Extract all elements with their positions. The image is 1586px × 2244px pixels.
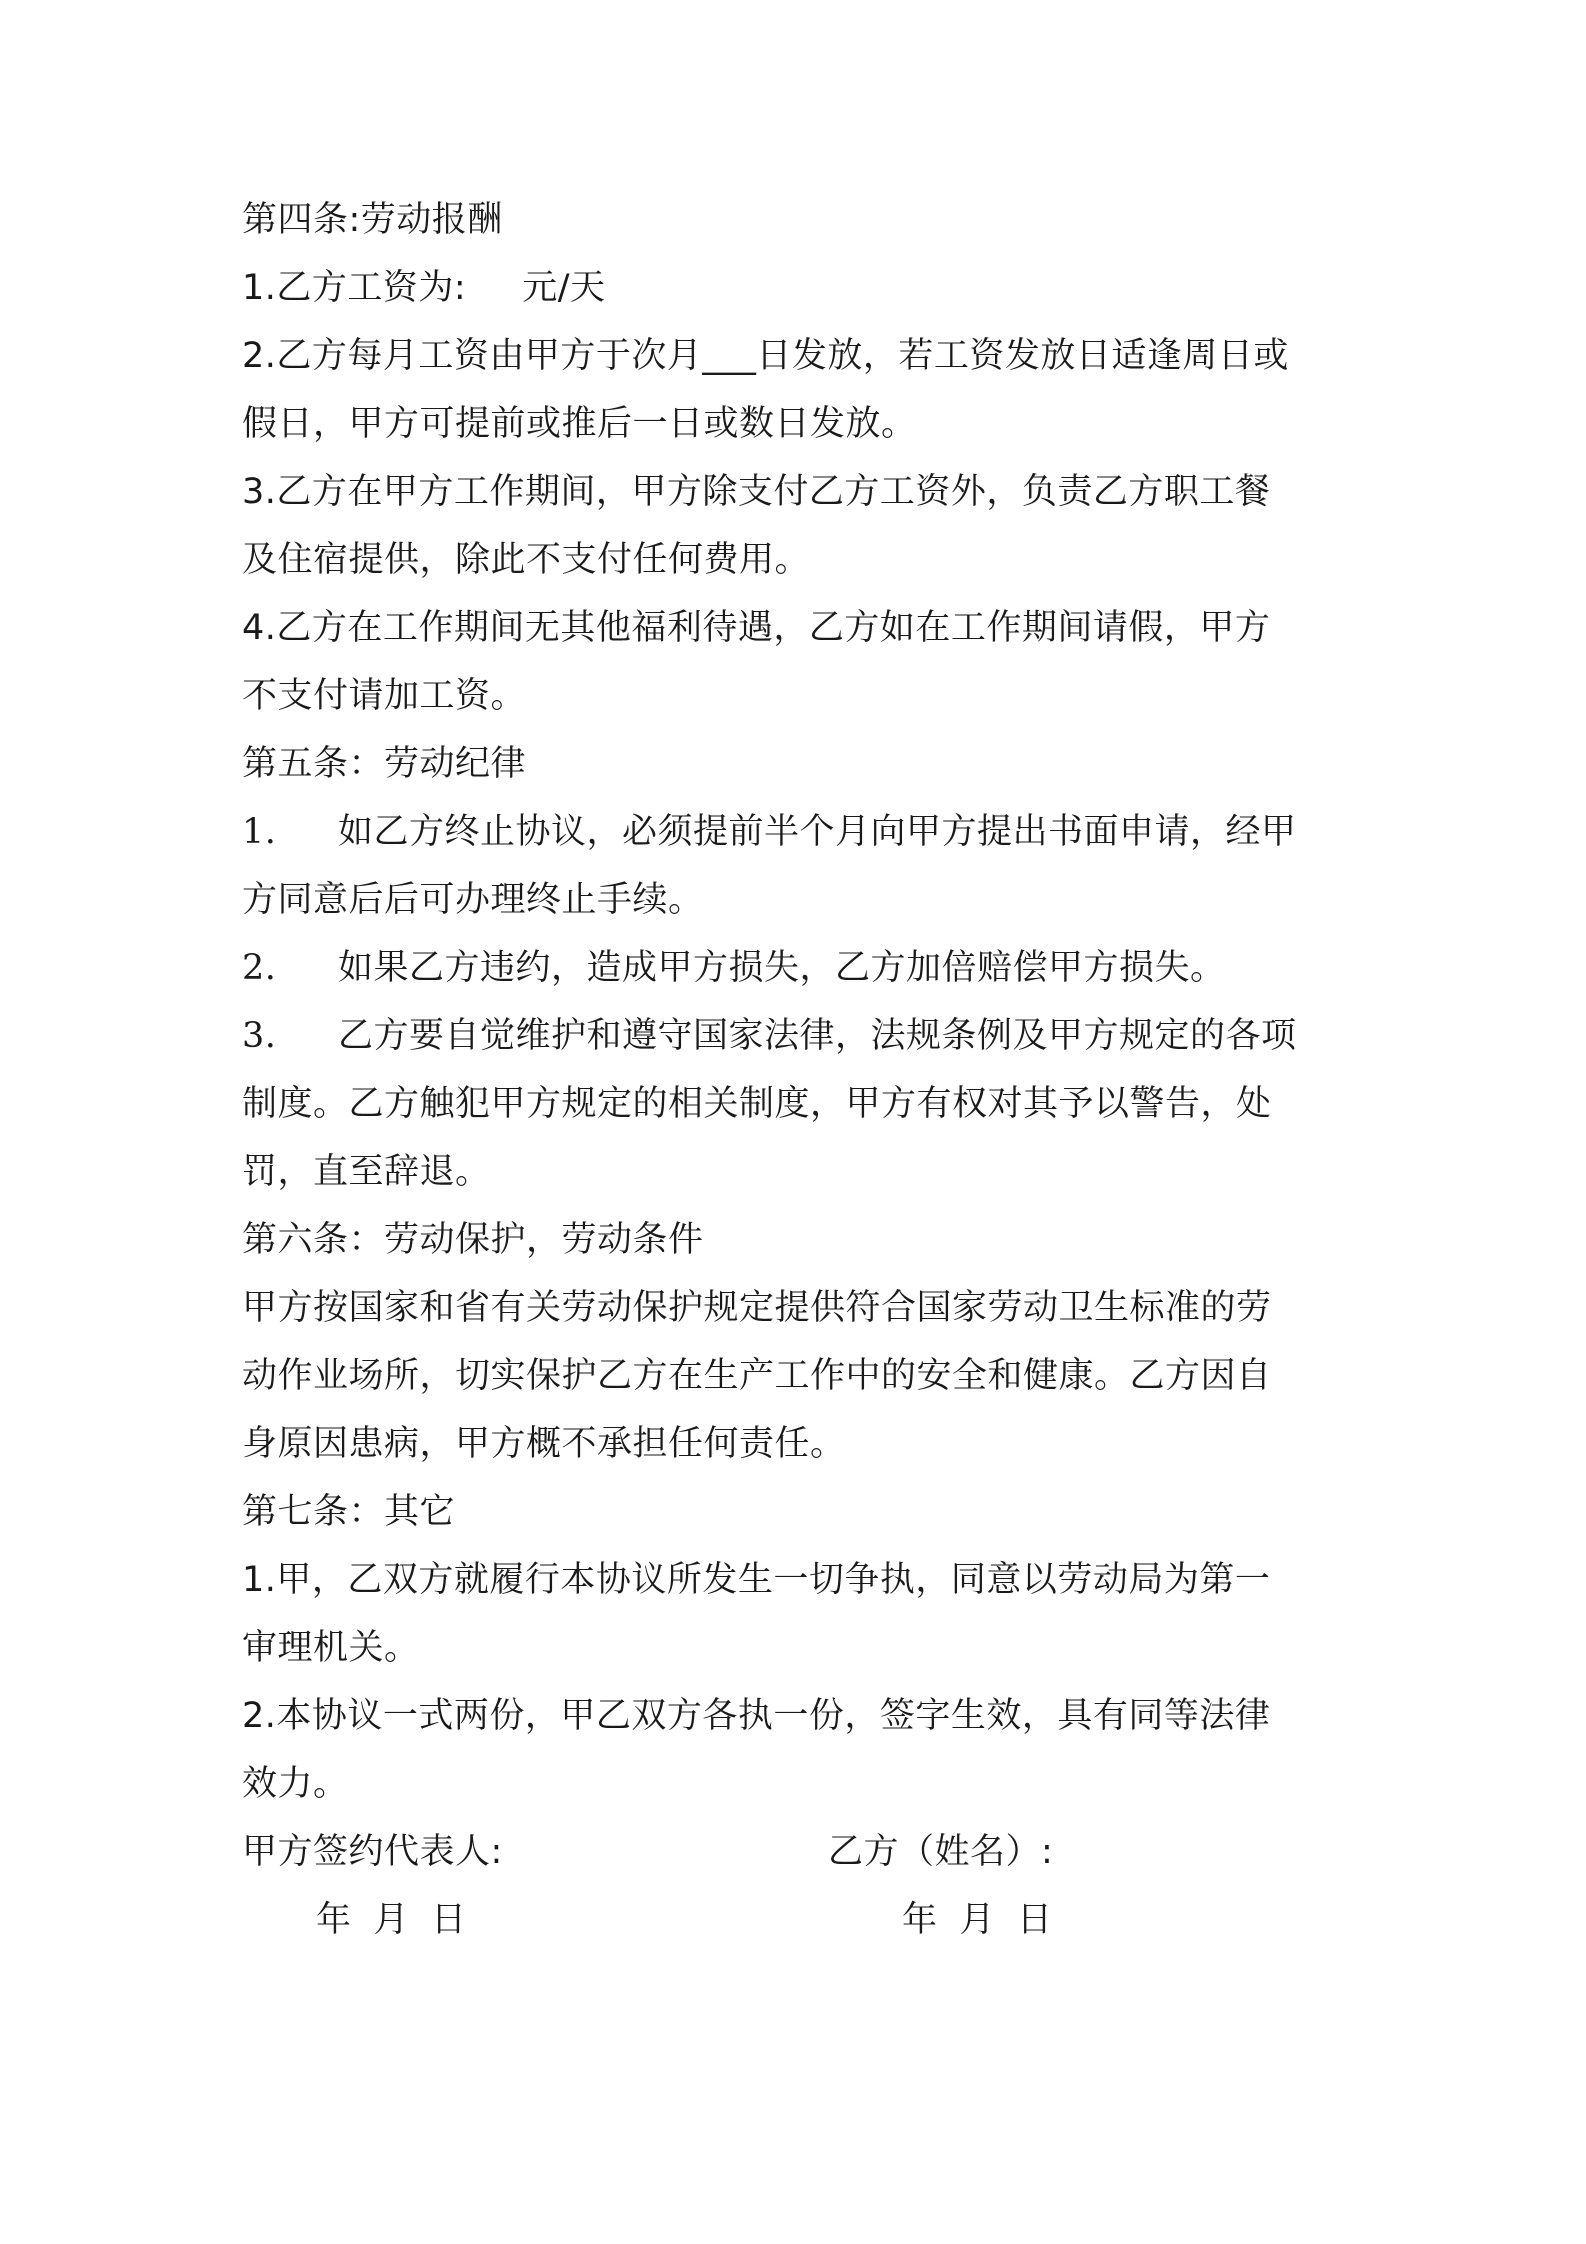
article6-para-line1: 甲方按国家和省有关劳动保护规定提供符合国家劳动卫生标准的劳 <box>242 1288 1272 1328</box>
article7-item1-line2: 审理机关。 <box>242 1628 420 1668</box>
article4-item4-line2: 不支付请加工资。 <box>242 676 527 716</box>
article5-item3-line3: 罚，直至辞退。 <box>242 1152 491 1192</box>
article6-heading: 第六条：劳动保护，劳动条件 <box>242 1220 704 1260</box>
article4-item4-line1: 4.乙方在工作期间无其他福利待遇，乙方如在工作期间请假，甲方 <box>242 608 1271 648</box>
article4-item1 <box>242 263 605 313</box>
party-a-date <box>316 1895 467 1945</box>
list-text: 如乙方终止协议，必须提前半个月向甲方提出书面申请，经甲 <box>338 812 1297 852</box>
article7-heading: 第七条：其它 <box>242 1492 456 1532</box>
article6-para-line3: 身原因患病，甲方概不承担任何责任。 <box>242 1424 846 1464</box>
article5-item1-line1 <box>242 807 1297 857</box>
article6-para-line2: 动作业场所，切实保护乙方在生产工作中的安全和健康。乙方因自 <box>242 1356 1272 1396</box>
year-label: 年 <box>902 1900 938 1940</box>
list-number: 2. <box>242 948 277 988</box>
article7-item2-line2: 效力。 <box>242 1764 349 1804</box>
article4-item3-line1: 3.乙方在甲方工作期间，甲方除支付乙方工资外，负责乙方职工餐 <box>242 472 1271 512</box>
list-text: 乙方要自觉维护和遵守国家法律，法规条例及甲方规定的各项 <box>338 1016 1297 1056</box>
article4-item2-line2: 假日，甲方可提前或推后一日或数日发放。 <box>242 404 917 444</box>
party-b-date <box>902 1895 1053 1945</box>
year-label: 年 <box>316 1900 352 1940</box>
list-number: 3. <box>242 1016 277 1056</box>
party-b-signature-label: 乙方（姓名）: <box>828 1832 1054 1872</box>
party-a-signature-label: 甲方签约代表人: <box>242 1832 503 1872</box>
article4-item3-line2: 及住宿提供，除此不支付任何费用。 <box>242 540 811 580</box>
article7-item1-line1: 1.甲，乙双方就履行本协议所发生一切争执，同意以劳动局为第一 <box>242 1560 1271 1600</box>
day-label: 日 <box>1017 1900 1053 1940</box>
day-label: 日 <box>431 1900 467 1940</box>
article5-item1-line2: 方同意后后可办理终止手续。 <box>242 880 704 920</box>
article7-item2-line1: 2.本协议一式两份，甲乙双方各执一份，签字生效，具有同等法律 <box>242 1696 1271 1736</box>
month-label: 月 <box>373 1900 410 1940</box>
list-number: 1. <box>242 812 277 852</box>
article4-item2-line1: 2.乙方每月工资由甲方于次月___日发放，若工资发放日适逢周日或 <box>242 336 1289 376</box>
article5-item3-line2: 制度。乙方触犯甲方规定的相关制度，甲方有权对其予以警告，处 <box>242 1084 1272 1124</box>
article5-heading: 第五条：劳动纪律 <box>242 744 527 784</box>
salary-unit: 元/天 <box>522 268 606 308</box>
article5-item3-line1 <box>242 1011 1297 1061</box>
list-text: 如果乙方违约，造成甲方损失，乙方加倍赔偿甲方损失。 <box>338 948 1226 988</box>
salary-label: 1.乙方工资为: <box>242 268 467 308</box>
month-label: 月 <box>959 1900 996 1940</box>
article4-heading: 第四条:劳动报酬 <box>242 200 503 240</box>
article5-item2-line1 <box>242 943 1226 993</box>
